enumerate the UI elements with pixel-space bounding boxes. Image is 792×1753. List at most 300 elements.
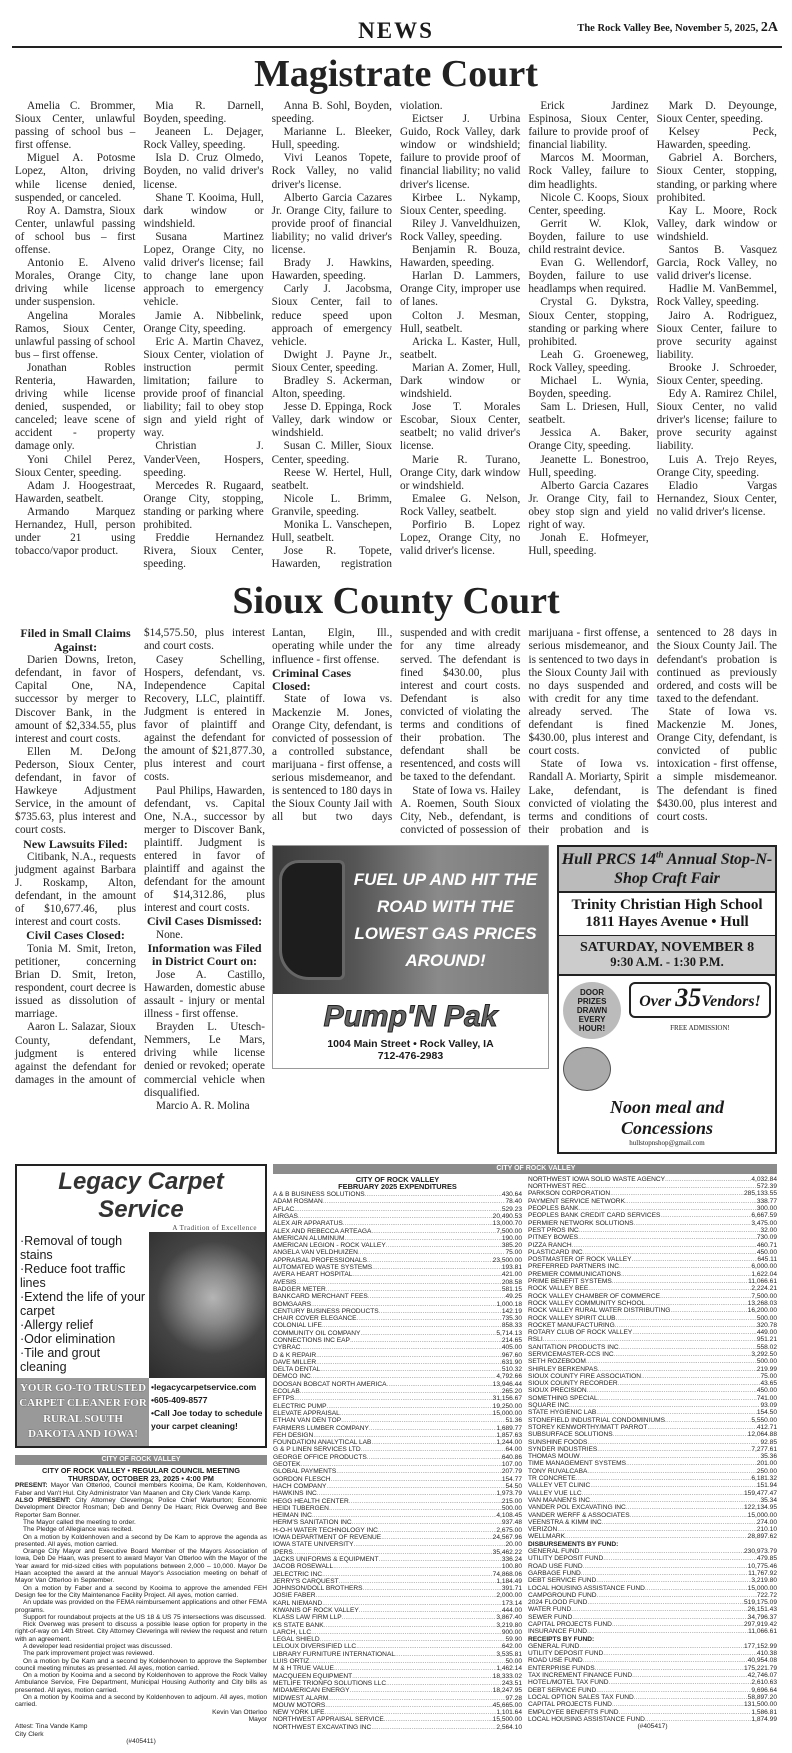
court-entry: Carly J. Jacobsma, Sioux Center, fail to reduce speed upon approach of emergency vehicle. — [271, 283, 392, 348]
payee: LOCAL OPTION SALES TAX FUND — [528, 1693, 634, 1701]
payee: PRIME BENEFIT SYSTEMS — [528, 1278, 612, 1286]
amount: 100.80 — [501, 1563, 522, 1571]
expenditure-row — [528, 1278, 777, 1285]
court-entry: Armando Marquez Hernandez, Hull, person under 21 using tobacco/vapor product. — [15, 505, 136, 558]
dot-leader — [352, 1271, 501, 1278]
payee: PITNEY BOWES — [528, 1234, 579, 1242]
legacy-carpet-ad — [15, 1164, 267, 1448]
amount: 631.90 — [501, 1358, 522, 1366]
court-entry: Shane T. Kooima, Hull, dark window or windshield. — [143, 191, 264, 230]
payee: PARKSON CORPORATION — [528, 1190, 611, 1198]
payee: 2024 FLOOD FUND — [528, 1599, 588, 1607]
dot-leader — [641, 1373, 761, 1380]
payee: DOOSAN BOBCAT NORTH AMERICA — [273, 1380, 387, 1388]
dot-leader — [329, 1505, 502, 1512]
payee: KLASS LAW FIRM LLP — [273, 1614, 342, 1622]
amount: 741.00 — [756, 1394, 777, 1402]
expenditure-row — [528, 1271, 777, 1278]
dot-leader — [632, 1256, 758, 1263]
contact-line: •Call Joe today to schedule your carpet cleaning! — [151, 1407, 263, 1431]
court-entry: Susana Martinez Lopez, Orange City, no valid driver's license; fail to change lane upon approach to emergency vehicle. — [143, 230, 264, 309]
payee: HEIDI TUBERGEN — [273, 1504, 329, 1512]
payee: H-O-H WATER TECHNOLOGY INC — [273, 1526, 378, 1534]
expenditure-row — [273, 1220, 522, 1227]
dot-leader — [339, 1578, 497, 1585]
venue — [559, 893, 775, 936]
page-header — [0, 0, 792, 50]
section-heading: New Lawsuits Filed: — [23, 836, 128, 851]
payee: ROCKET MANUFACTURING — [528, 1321, 615, 1329]
dot-leader — [298, 1213, 493, 1220]
dot-leader — [586, 1183, 757, 1190]
payee: UTILITY DEPOSIT FUND — [528, 1650, 604, 1658]
amount: 40,954.08 — [747, 1657, 777, 1665]
dot-leader — [590, 1497, 761, 1504]
payee: MACQUEEN EQUIPMENT — [273, 1672, 353, 1680]
court-entry: Eric A. Martin Chavez, Sioux Center, violation of instruction permit limitation; failure to provide proof of financial liability; fail to obey stop sign and yield right of way. — [143, 335, 264, 440]
court-entry: Kirbee L. Nykamp, Sioux Center, speeding. — [399, 191, 521, 217]
amount: 74,868.06 — [492, 1570, 522, 1578]
contact-line: •legacycarpetservice.com — [151, 1381, 257, 1392]
dot-leader — [632, 1329, 757, 1336]
amount: 210.10 — [756, 1526, 777, 1534]
dot-leader — [372, 1264, 502, 1271]
dot-leader — [363, 1585, 502, 1592]
amount: 581.15 — [501, 1285, 522, 1293]
dot-leader — [371, 1439, 496, 1446]
expenditure-row — [273, 1571, 522, 1578]
payee: IOWA DEPARTMENT OF REVENUE — [273, 1534, 382, 1542]
court-entry: Jose R. Topete, Hawarden, registration violation. — [271, 100, 443, 571]
banner-text: Over — [639, 992, 676, 1010]
amount: 75.00 — [760, 1372, 777, 1380]
court-entry: Paul Philips, Hawarden, defendant, vs. Capital One, N.A., successor by merger to Discover Bank, plaintiff. Judgment is entered in favor of plaintiff and against the defendant for the amount of $14,312.86, plus interest and court costs. — [144, 784, 265, 915]
payee: STATE HYGIENIC LAB — [528, 1409, 597, 1417]
expenditure-row — [273, 1476, 522, 1483]
dot-leader — [320, 1366, 502, 1373]
payee: COMMUNITY OIL COMPANY — [273, 1329, 361, 1337]
expenditure-row — [528, 1614, 777, 1621]
payee: SERVICEMASTER-CCS INC — [528, 1351, 614, 1358]
court-entry: Isla D. Cruz Olmedo, Boyden, no valid driver's license. — [143, 152, 264, 191]
amount: 219.99 — [756, 1365, 777, 1373]
court-entry: Jairo A. Rodriguez, Sioux Center, failure to prove security against liability. — [656, 309, 777, 361]
payee: CONNECTIONS INC EAP — [273, 1337, 350, 1344]
dot-leader — [579, 1227, 761, 1234]
dot-leader — [557, 1526, 757, 1533]
expenditure-row — [273, 1665, 522, 1672]
amount: 7,277.61 — [751, 1445, 777, 1453]
expenditure-row — [528, 1585, 777, 1592]
dot-leader — [619, 1263, 751, 1270]
section-heading: Civil Cases Closed: — [26, 928, 125, 943]
amount: 18,247.95 — [492, 1687, 522, 1695]
payee: KARL NIEMAND — [273, 1599, 323, 1607]
amount: 15,500.00 — [492, 1716, 522, 1724]
dot-leader — [572, 1242, 757, 1249]
payee: DEBT SERVICE FUND — [528, 1577, 597, 1585]
amount: 3,219.80 — [751, 1577, 777, 1585]
payee: STONEFIELD INDUSTRIAL CONDOMINIUMS — [528, 1416, 666, 1424]
expenditure-row — [273, 1680, 522, 1687]
dot-leader — [294, 1395, 492, 1402]
paper-date: The Rock Valley Bee, November 5, 2025, — [577, 23, 759, 34]
dot-leader — [324, 1622, 497, 1629]
expenditure-row — [273, 1490, 522, 1497]
expenditure-row — [528, 1453, 777, 1460]
payee: BADGER METER — [273, 1285, 326, 1293]
noon-meal: Noon meal and Concessions — [609, 1096, 724, 1138]
court-entry: Brooke J. Schroeder, Sioux Center, speeding. — [656, 361, 777, 387]
dot-leader — [313, 1432, 496, 1439]
owner-photo — [149, 1232, 265, 1378]
court-entry: Marianne L. Bleeker, Hull, speeding. — [271, 126, 392, 152]
amount: 572.39 — [756, 1183, 777, 1191]
dot-leader — [612, 1701, 744, 1708]
expenditure-row — [273, 1643, 522, 1650]
section-heading: Information was Filed in District Court on: — [147, 940, 262, 969]
expenditure-row — [273, 1286, 522, 1293]
expenditure-row — [528, 1716, 777, 1723]
sioux-court-criminal — [272, 627, 777, 837]
amount: 338.77 — [756, 1197, 777, 1205]
dot-leader — [350, 1687, 493, 1694]
court-entry: Yoni Chilel Perez, Sioux Center, speeding. — [15, 453, 136, 479]
dot-leader — [349, 1498, 502, 1505]
dot-leader — [333, 1563, 502, 1570]
payee: TR CONCRETE — [528, 1475, 576, 1483]
payee: ENTERPRISE FUNDS — [528, 1664, 595, 1672]
dot-leader — [371, 1228, 496, 1235]
expenditure-row — [528, 1468, 777, 1475]
expenditure-row — [528, 1358, 777, 1365]
payee: KIWANIS OF ROCK VALLEY — [273, 1606, 359, 1614]
expenditure-row — [273, 1191, 522, 1198]
expenditure-row — [528, 1431, 777, 1438]
expenditure-row — [273, 1512, 522, 1519]
payee: SIOUX COUNTY RECORDER — [528, 1380, 618, 1388]
court-entry: Santos B. Vasquez Garcia, Rock Valley, no valid driver's license. — [656, 244, 777, 283]
title-part: Hull PRCS 14 — [561, 850, 656, 868]
payee: LUIS ORTIZ — [273, 1658, 310, 1666]
expenditure-row — [273, 1432, 522, 1439]
dot-leader — [597, 1592, 757, 1599]
amount: 131,500.00 — [743, 1701, 777, 1709]
dot-leader — [342, 1614, 497, 1621]
amount: 285,133.55 — [743, 1190, 777, 1198]
amount: 444.00 — [501, 1606, 522, 1614]
payee: NEW YORK LIFE — [273, 1709, 325, 1717]
amount: 26,151.43 — [747, 1606, 777, 1614]
payee: NORTHWEST REC — [528, 1183, 587, 1191]
expenditure-row — [273, 1709, 522, 1716]
payee: M & H TRUE VALUE — [273, 1665, 334, 1673]
expenditure-row — [528, 1366, 777, 1373]
amount: 51.36 — [505, 1417, 522, 1425]
amount: 449.00 — [756, 1329, 777, 1337]
service-item: ·Removal of tough stains — [20, 1233, 123, 1262]
expenditure-row — [528, 1190, 777, 1197]
dot-leader — [665, 1176, 751, 1183]
payee: AVERA HEART HOSPITAL — [273, 1271, 353, 1279]
amount: 49.25 — [505, 1293, 522, 1301]
dot-leader — [386, 1242, 502, 1249]
section-heading: Civil Cases Dismissed: — [146, 914, 263, 929]
amount: 430.64 — [501, 1191, 522, 1199]
payee: SETH ROZEBOOM — [528, 1358, 586, 1366]
paragraph-text: The park improvement project was reviewed. — [23, 1650, 155, 1658]
payee: MIDWEST ALARM — [273, 1694, 329, 1702]
amount: 78.40 — [505, 1198, 522, 1206]
expenditure-row — [273, 1687, 522, 1694]
dot-leader — [619, 1344, 757, 1351]
expenditure-row — [273, 1446, 522, 1453]
payee: HACH COMPANY — [273, 1482, 327, 1490]
expenditure-row — [528, 1628, 777, 1635]
expenditure-row — [528, 1460, 777, 1467]
dot-leader — [300, 1344, 501, 1351]
court-entry: Aaron L. Salazar, Sioux County, defendant, judgment is entered against the defendant for damages in the amount of $14,575.50, plus interest and court costs. — [15, 627, 265, 1086]
amount: 15,000.00 — [747, 1584, 777, 1592]
payee: IOWA STATE UNIVERSITY — [273, 1541, 354, 1549]
dot-leader — [352, 1519, 502, 1526]
expenditure-row — [273, 1315, 522, 1322]
dot-leader — [645, 1300, 747, 1307]
expenditure-row — [528, 1387, 777, 1394]
dot-leader — [316, 1352, 502, 1359]
payee: DAVE MILLER — [273, 1358, 317, 1366]
dot-leader — [359, 1607, 502, 1614]
dot-leader — [634, 1694, 748, 1701]
expenditure-row — [273, 1359, 522, 1366]
amount: 58,897.20 — [747, 1693, 777, 1701]
notices-section — [15, 1164, 777, 1745]
dot-leader — [365, 1191, 502, 1198]
service-item: ·Tile and grout cleaning — [20, 1345, 101, 1374]
expenditure-row — [528, 1293, 777, 1300]
amount: 410.38 — [756, 1650, 777, 1658]
court-entry: Marie R. Turano, Orange City, dark window or windshield. — [399, 453, 521, 492]
payee: BANKCARD MERCHANT FEES — [273, 1293, 368, 1301]
payee: IPERS — [273, 1548, 293, 1556]
dot-leader — [579, 1643, 744, 1650]
court-entry: Gerrit W. Klok, Boyden, failure to use child restraint device. — [528, 217, 649, 257]
amount: 1,857.63 — [496, 1431, 522, 1439]
expenditure-row — [273, 1658, 522, 1665]
title-part: Annual Stop-N-Shop Craft Fair — [614, 850, 773, 887]
expenditure-row — [528, 1234, 777, 1241]
amount: 640.86 — [501, 1453, 522, 1461]
dot-leader — [569, 1402, 760, 1409]
page-number: 2A — [760, 20, 778, 35]
payee: FEH DESIGN — [273, 1431, 314, 1439]
payee: LOCAL HOUSING ASSISTANCE FUND — [528, 1715, 645, 1723]
expenditure-row — [528, 1577, 777, 1584]
amount: 35.36 — [760, 1453, 777, 1461]
dot-leader — [300, 1388, 502, 1395]
notice-header-bar: CITY OF ROCK VALLEY — [15, 1455, 267, 1465]
expenditures-subtitle: FEBRUARY 2025 EXPENDITURES — [338, 1182, 457, 1192]
expenditures — [273, 1174, 777, 1731]
amount: 159,477.47 — [743, 1489, 777, 1497]
expenditure-row — [528, 1249, 777, 1256]
payee: VAN MAANEN'S INC — [528, 1496, 590, 1504]
payee: RSLI — [528, 1336, 543, 1344]
dot-leader — [612, 1278, 748, 1285]
dot-leader — [369, 1425, 496, 1432]
amount: 4,032.84 — [751, 1175, 777, 1183]
amount: 3,535.81 — [496, 1650, 522, 1658]
expenditure-row — [528, 1205, 777, 1212]
court-entry: Brady J. Hawkins, Hawarden, speeding. — [271, 257, 392, 283]
expenditure-row — [273, 1454, 522, 1461]
payee: ROCK VALLEY BEE — [528, 1285, 589, 1293]
payee: JACOB ROSEWALL — [273, 1563, 334, 1571]
payee: SYNDER INDUSTRIES — [528, 1445, 598, 1453]
ad-slogan: FUEL UP AND HIT THE ROAD WITH THE LOWEST GAS PRICES AROUND! — [353, 869, 538, 970]
court-entry: Hadlie M. VanBemmel, Rock Valley, speeding. — [656, 283, 777, 309]
amount: 3,475.00 — [751, 1219, 777, 1227]
amount: 92.85 — [760, 1438, 777, 1446]
court-entry: Freddie Hernandez Rivera, Sioux Center, speeding. — [143, 532, 264, 571]
legacy-ad-body — [17, 1232, 265, 1446]
dot-leader — [587, 1468, 756, 1475]
court-entry: Alberto Garcia Cazares Jr. Orange City, fail to obey stop sign and yield right of way. — [528, 479, 649, 531]
expenditure-row — [528, 1380, 777, 1387]
dot-leader — [379, 1556, 502, 1563]
expenditure-row — [528, 1533, 777, 1540]
court-entry: Darien Downs, Ireton, defendant, in favor of Capital One, NA, successor by merger to Discover Bank, in the amount of $2,334.55, plus interest and court costs. — [15, 654, 136, 745]
ad-address: 1004 Main Street • Rock Valley, IA — [327, 1037, 494, 1050]
expenditure-row — [273, 1600, 522, 1607]
expenditure-row — [273, 1651, 522, 1658]
dot-leader — [615, 1322, 757, 1329]
craft-fair-title — [559, 847, 775, 893]
expenditure-row — [528, 1300, 777, 1307]
dot-leader — [576, 1475, 752, 1482]
court-entry: State of Iowa vs. Randall A. Moriarty, Spirit Lake, defendant, is convicted of violating the terms and conditions of their probation and is sentenced to 28 days in the Sioux County Jail. The defendant's probation is continued as previously ordered, and costs will be taxed to the defendant. — [528, 627, 777, 836]
payee: FARMERS LUMBER COMPANY — [273, 1424, 369, 1432]
amount: 265.20 — [501, 1388, 522, 1396]
dot-leader — [316, 1359, 502, 1366]
amount: 2,675.00 — [496, 1526, 522, 1534]
dot-leader — [311, 1301, 496, 1308]
payee: WATER FUND — [528, 1606, 572, 1614]
craft-ad-left — [563, 982, 625, 1091]
payee: NORTHWEST APPRAISAL SERVICE — [273, 1716, 384, 1724]
minutes-paragraph — [15, 1672, 267, 1694]
amount: 1,874.99 — [751, 1715, 777, 1723]
dot-leader — [325, 1709, 497, 1716]
amount: 900.00 — [501, 1628, 522, 1636]
paragraph-text: On a motion by Kooima and a second by Koldenhoven to adjourn. All ayes, motion carried. — [15, 1694, 267, 1709]
court-entry: Gabriel A. Borchers, Sioux Center, stopping, standing, or parking where prohibited. — [656, 152, 777, 204]
dot-leader — [343, 1220, 493, 1227]
craft-ad-body — [559, 976, 775, 1097]
amount: 1,462.14 — [496, 1665, 522, 1673]
court-entry: Porfirio B. Lopez Lopez, Orange City, no valid driver's license. — [399, 519, 521, 558]
expenditure-row — [273, 1498, 522, 1505]
payee: AIRGAS — [273, 1212, 298, 1220]
payee: VERIZON — [528, 1526, 558, 1534]
sioux-court-section — [15, 627, 777, 1154]
court-entry: Dwight J. Payne Jr., Sioux Center, speeding. — [271, 348, 392, 374]
payee: HEGG HEALTH CENTER — [273, 1497, 349, 1505]
expenditure-row — [273, 1381, 522, 1388]
section-heading: Criminal Cases Closed: — [272, 665, 351, 694]
signer-title: Mayor — [248, 1715, 267, 1723]
dot-leader — [316, 1592, 497, 1599]
court-entry: Mark D. Deyounge, Sioux Center, speeding. — [656, 100, 777, 126]
payee: PREMIER COMMUNICATIONS — [528, 1270, 621, 1278]
payee: LARCH, LLC — [273, 1628, 312, 1636]
expenditure-row — [273, 1534, 522, 1541]
payee: TONY RUVALCABA — [528, 1467, 588, 1475]
dot-leader — [645, 1716, 751, 1723]
amount: 1,973.79 — [496, 1490, 522, 1498]
dot-leader — [625, 1198, 757, 1205]
dot-leader — [587, 1439, 760, 1446]
amount: 97.28 — [505, 1694, 522, 1702]
dot-leader — [361, 1446, 506, 1453]
amount: 5,550.00 — [751, 1416, 777, 1424]
amount: 479.85 — [756, 1555, 777, 1563]
payee: MOUW MOTORS — [273, 1701, 326, 1709]
amount: 274.00 — [756, 1518, 777, 1526]
paragraph-text: Support for roundabout projects at the US 18 & US 75 intersections was discussed. — [23, 1613, 267, 1621]
amount: 9,696.64 — [751, 1686, 777, 1694]
dot-leader — [344, 1235, 501, 1242]
payee: ROAD USE FUND — [528, 1562, 583, 1570]
expenditure-row — [273, 1344, 522, 1351]
expenditure-row — [528, 1242, 777, 1249]
paragraph-label: PRESENT: — [15, 1482, 48, 1490]
expenditure-row — [273, 1264, 522, 1271]
amount: 34,796.37 — [747, 1613, 777, 1621]
expenditure-row — [273, 1483, 522, 1490]
dot-leader — [626, 1460, 757, 1467]
amount: 3,867.40 — [496, 1614, 522, 1622]
expenditure-row — [528, 1650, 777, 1657]
amount: 2,564.10 — [496, 1723, 522, 1731]
expenditure-row — [273, 1607, 522, 1614]
court-entry: Crystal G. Dykstra, Sioux Center, stopping, standing or parking where prohibited. — [528, 296, 649, 348]
minutes-paragraph — [15, 1650, 267, 1657]
dot-leader — [603, 1650, 757, 1657]
court-entry: Brayden L. Utesch-Nemmers, Le Mars, driving while license denied or revoked; operate commercial vehicle when disqualified. — [144, 1021, 265, 1099]
sioux-county-court-title: Sioux County Court — [232, 580, 560, 623]
court-entry: Amelia C. Brommer, Sioux Center, unlawful passing of school bus – first offense. — [15, 100, 136, 152]
expenditure-row — [273, 1563, 522, 1570]
payee: ADAM ROSMAN — [273, 1198, 323, 1206]
dot-leader — [311, 1629, 502, 1636]
dot-leader — [294, 1206, 502, 1213]
expenditure-row — [528, 1490, 777, 1497]
service-item: ·Odor elimination — [20, 1331, 116, 1346]
amount: 173.14 — [501, 1599, 522, 1607]
court-entry: Vivi Leanos Topete, Rock Valley, no valid driver's license. — [271, 152, 392, 191]
court-entry: Jeaneen L. Dejager, Rock Valley, speeding. — [143, 126, 264, 152]
expenditure-row — [273, 1301, 522, 1308]
court-entry: Miguel A. Potosme Lopez, Alton, driving while license denied, suspended, or canceled. — [15, 152, 136, 204]
dot-leader — [660, 1293, 751, 1300]
payee: CAPITAL PROJECTS FUND — [528, 1620, 612, 1628]
dot-leader — [670, 1307, 747, 1314]
dot-leader — [587, 1628, 748, 1635]
banner-text: Vendors! — [701, 992, 761, 1010]
payee: PREFERRED PARTNERS INC — [528, 1263, 619, 1271]
payee: MIDAMERICAN ENERGY — [273, 1687, 350, 1695]
